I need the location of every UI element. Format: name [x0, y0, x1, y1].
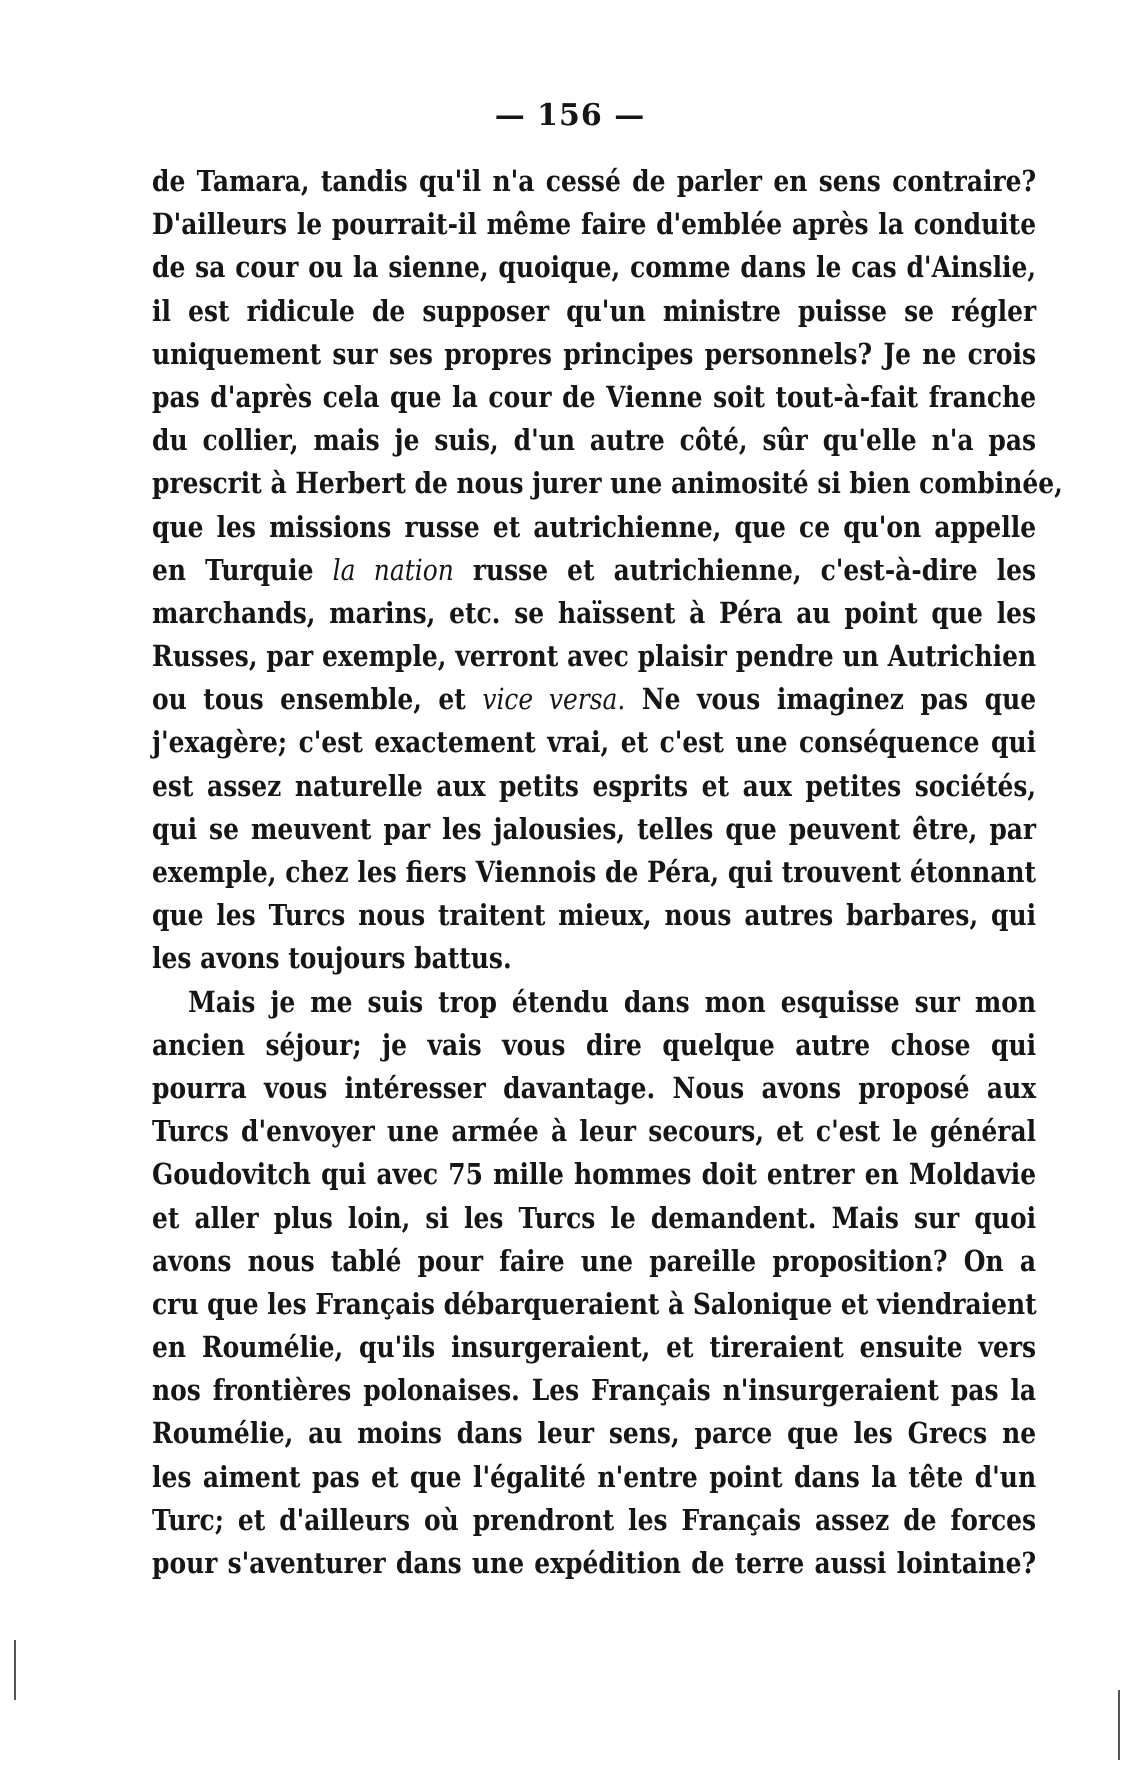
- text-line: et aller plus loin, si les Turcs le demandent. Mais sur quoi: [152, 1200, 1037, 1235]
- text-line: que les Turcs nous traitent mieux, nous autres barbares, qui: [152, 898, 1037, 933]
- italic-phrase: la nation: [332, 552, 454, 587]
- scan-edge-mark-left: [14, 1640, 16, 1700]
- paragraph-2: [152, 981, 1036, 1586]
- text-line: j'exagère; c'est exactement vrai, et c'est une conséquence qui: [152, 725, 1037, 760]
- text-line: marchands, marins, etc. se haïssent à Péra au point que les: [152, 595, 1037, 630]
- text-line: uniquement sur ses propres principes personnels? Je ne crois: [152, 336, 1037, 371]
- text-line: prescrit à Herbert de nous jurer une animosité si bien combinée,: [152, 466, 1063, 501]
- text-line: Mais je me suis trop étendu dans mon esquisse sur mon: [188, 984, 1037, 1019]
- text-line: de sa cour ou la sienne, quoique, comme dans le cas d'Ainslie,: [152, 250, 1037, 285]
- text-line: pourra vous intéresser davantage. Nous avons proposé aux: [152, 1070, 1037, 1105]
- scan-edge-mark-right: [1118, 1690, 1120, 1760]
- text-line: nos frontières polonaises. Les Français n'insurgeraient pas la: [152, 1373, 1037, 1408]
- text-line: en Turquie la nation russe et autrichienne, c'est-à-dire les: [152, 552, 1037, 587]
- text-line: Russes, par exemple, verront avec plaisir pendre un Autrichien: [152, 639, 1037, 674]
- italic-phrase: vice versa.: [482, 682, 626, 717]
- text-line: pour s'aventurer dans une expédition de terre aussi lointaine?: [152, 1546, 1037, 1580]
- text-line: cru que les Français débarqueraient à Salonique et viendraient: [152, 1286, 1037, 1321]
- text-line: il est ridicule de supposer qu'un ministre puisse se régler: [152, 293, 1037, 328]
- text-line: Turcs d'envoyer une armée à leur secours, et c'est le général: [152, 1114, 1037, 1149]
- text-line: D'ailleurs le pourrait-il même faire d'emblée après la conduite: [152, 207, 1037, 242]
- text-line: les avons toujours battus.: [152, 941, 512, 976]
- text-line: Roumélie, au moins dans leur sens, parce que les Grecs ne: [152, 1416, 1037, 1451]
- text-line: est assez naturelle aux petits esprits et aux petites sociétés,: [152, 768, 1037, 803]
- text-line: ancien séjour; je vais vous dire quelque autre chose qui: [152, 1027, 1037, 1062]
- body-text: [152, 160, 1063, 1585]
- text-line: exemple, chez les fiers Viennois de Péra, qui trouvent étonnant: [152, 855, 1037, 889]
- text-line: les aiment pas et que l'égalité n'entre point dans la tête d'un: [152, 1459, 1037, 1494]
- text-line: Turc; et d'ailleurs où prendront les Français assez de forces: [152, 1502, 1037, 1537]
- text-line: qui se meuvent par les jalousies, telles que peuvent être, par: [152, 811, 1037, 846]
- page-number: — 156 —: [494, 98, 646, 133]
- paragraph-1: [152, 160, 1063, 981]
- text-line: Goudovitch qui avec 75 mille hommes doit entrer en Moldavie: [152, 1157, 1037, 1192]
- text-line: ou tous ensemble, et vice versa. Ne vous imaginez pas que: [152, 682, 1037, 717]
- text-line: en Roumélie, qu'ils insurgeraient, et tireraient ensuite vers: [152, 1330, 1037, 1365]
- text-line: que les missions russe et autrichienne, que ce qu'on appelle: [152, 509, 1037, 544]
- text-line: de Tamara, tandis qu'il n'a cessé de parler en sens contraire?: [152, 164, 1037, 198]
- text-line: pas d'après cela que la cour de Vienne soit tout-à-fait franche: [152, 379, 1037, 414]
- text-line: avons nous tablé pour faire une pareille proposition? On a: [152, 1243, 1037, 1278]
- text-line: du collier, mais je suis, d'un autre côté, sûr qu'elle n'a pas: [152, 423, 1037, 458]
